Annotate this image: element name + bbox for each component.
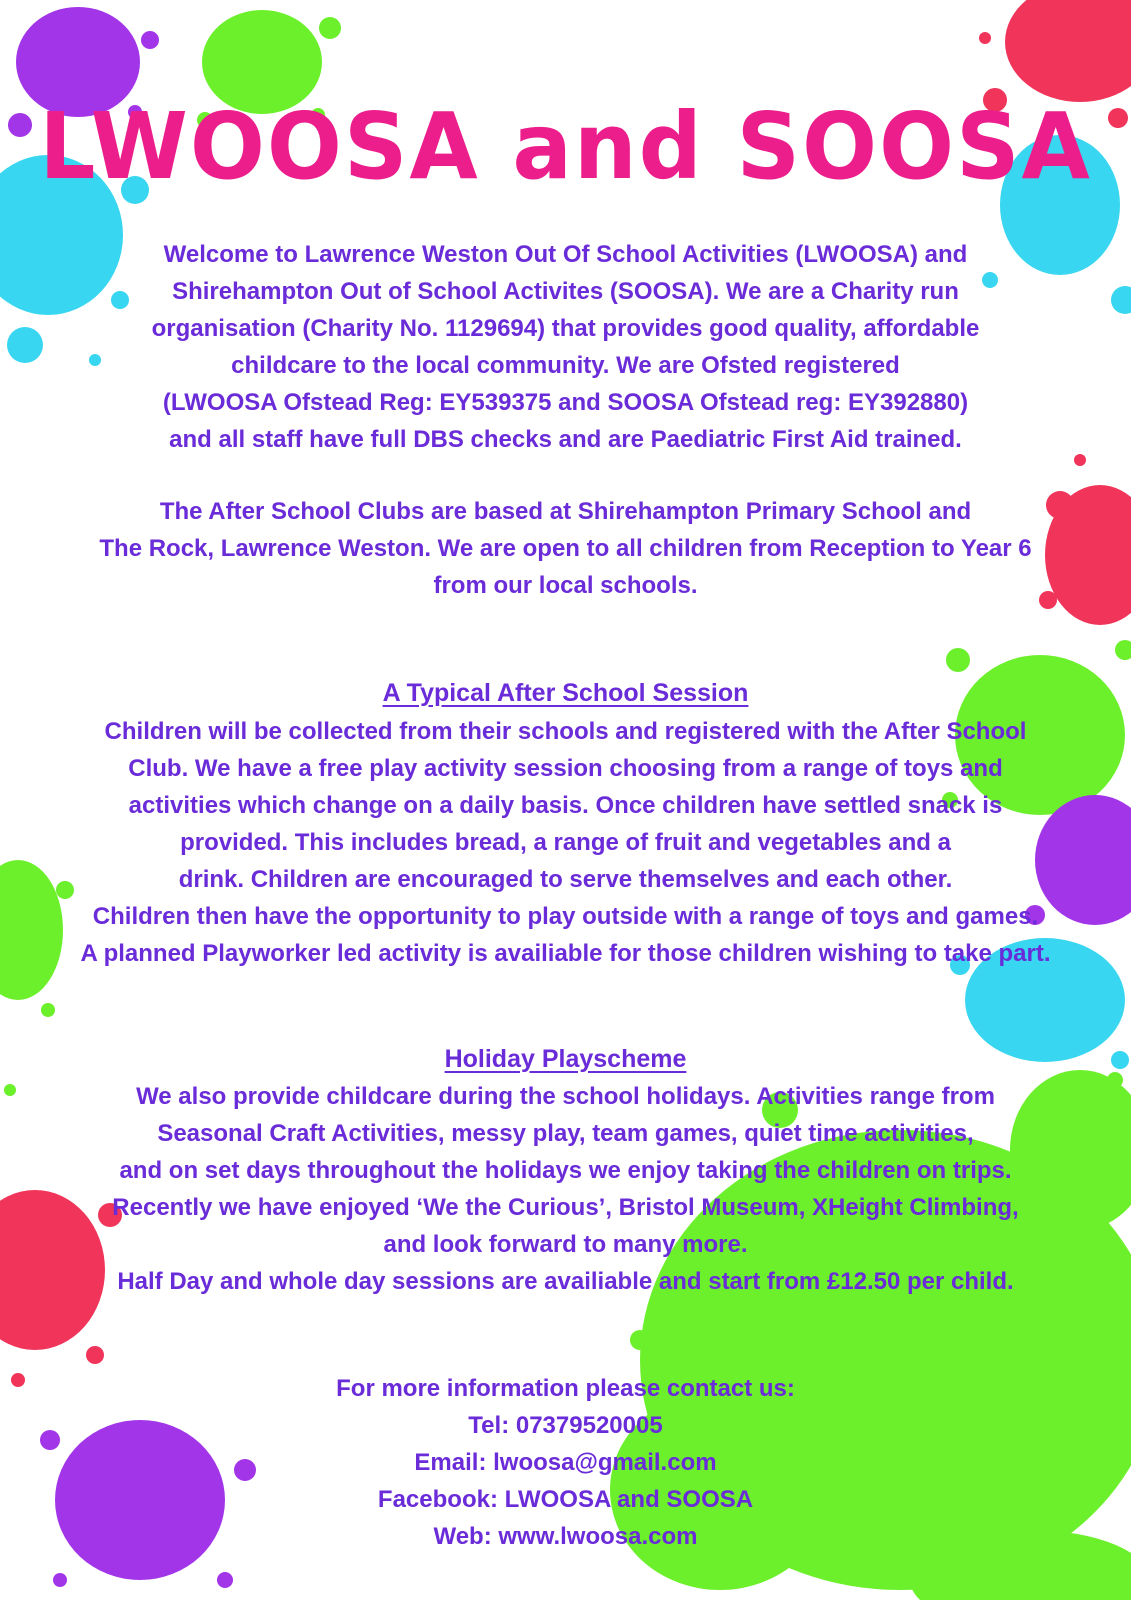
- clubs-line: The After School Clubs are based at Shirehampton Primary School and: [159, 498, 972, 525]
- intro-paragraph: [0, 236, 1131, 458]
- session-line: Children then have the opportunity to play outside with a range of toys and games.: [92, 903, 1039, 930]
- intro-line: Shirehampton Out of School Activites (SOOSA). We are a Charity run: [172, 278, 959, 305]
- clubs-paragraph: [0, 493, 1131, 604]
- contact-web: Web: www.lwoosa.com: [433, 1523, 698, 1550]
- session-line: A planned Playworker led activity is availiable for those children wishing to take part.: [80, 940, 1051, 967]
- contact-email: Email: lwoosa@gmail.com: [414, 1449, 717, 1476]
- session-line: Children will be collected from their schools and registered with the After School: [104, 718, 1027, 745]
- holiday-line: Half Day and whole day sessions are availiable and start from £12.50 per child.: [117, 1268, 1014, 1295]
- holiday-heading-text: Holiday Playscheme: [444, 1045, 687, 1073]
- session-heading-text: A Typical After School Session: [382, 679, 749, 707]
- holiday-line: and look forward to many more.: [383, 1231, 748, 1258]
- intro-line: organisation (Charity No. 1129694) that provides good quality, affordable: [151, 315, 980, 342]
- session-line: activities which change on a daily basis. Once children have settled snack is: [128, 792, 1003, 819]
- clubs-line: from our local schools.: [433, 572, 698, 599]
- contact-facebook: Facebook: LWOOSA and SOOSA: [377, 1486, 754, 1513]
- intro-line: childcare to the local community. We are Ofsted registered: [231, 352, 900, 379]
- session-heading: [0, 675, 1131, 712]
- flyer-title: LWOOSA and SOOSA: [39, 93, 1092, 200]
- holiday-line: Recently we have enjoyed ‘We the Curious’, Bristol Museum, XHeight Climbing,: [112, 1194, 1019, 1221]
- session-line: Club. We have a free play activity session choosing from a range of toys and: [128, 755, 1003, 782]
- holiday-heading: [0, 1041, 1131, 1078]
- holiday-line: We also provide childcare during the school holidays. Activities range from: [136, 1083, 995, 1110]
- clubs-line: The Rock, Lawrence Weston. We are open to all children from Reception to Year 6: [99, 535, 1032, 562]
- contact-block: [0, 1370, 1131, 1555]
- session-line: provided. This includes bread, a range of fruit and vegetables and a: [180, 829, 951, 856]
- intro-line: (LWOOSA Ofstead Reg: EY539375 and SOOSA Ofstead reg: EY392880): [162, 389, 969, 416]
- intro-line: Welcome to Lawrence Weston Out Of School Activities (LWOOSA) and: [163, 241, 968, 268]
- holiday-line: and on set days throughout the holidays we enjoy taking the children on trips.: [119, 1157, 1012, 1184]
- holiday-line: Seasonal Craft Activities, messy play, team games, quiet time activities,: [157, 1120, 974, 1147]
- contact-intro: For more information please contact us:: [336, 1375, 795, 1402]
- intro-line: and all staff have full DBS checks and are Paediatric First Aid trained.: [169, 426, 962, 453]
- holiday-paragraph: [0, 1078, 1131, 1300]
- session-paragraph: [0, 713, 1131, 972]
- session-line: drink. Children are encouraged to serve themselves and each other.: [178, 866, 953, 893]
- contact-phone: Tel: 07379520005: [468, 1412, 663, 1439]
